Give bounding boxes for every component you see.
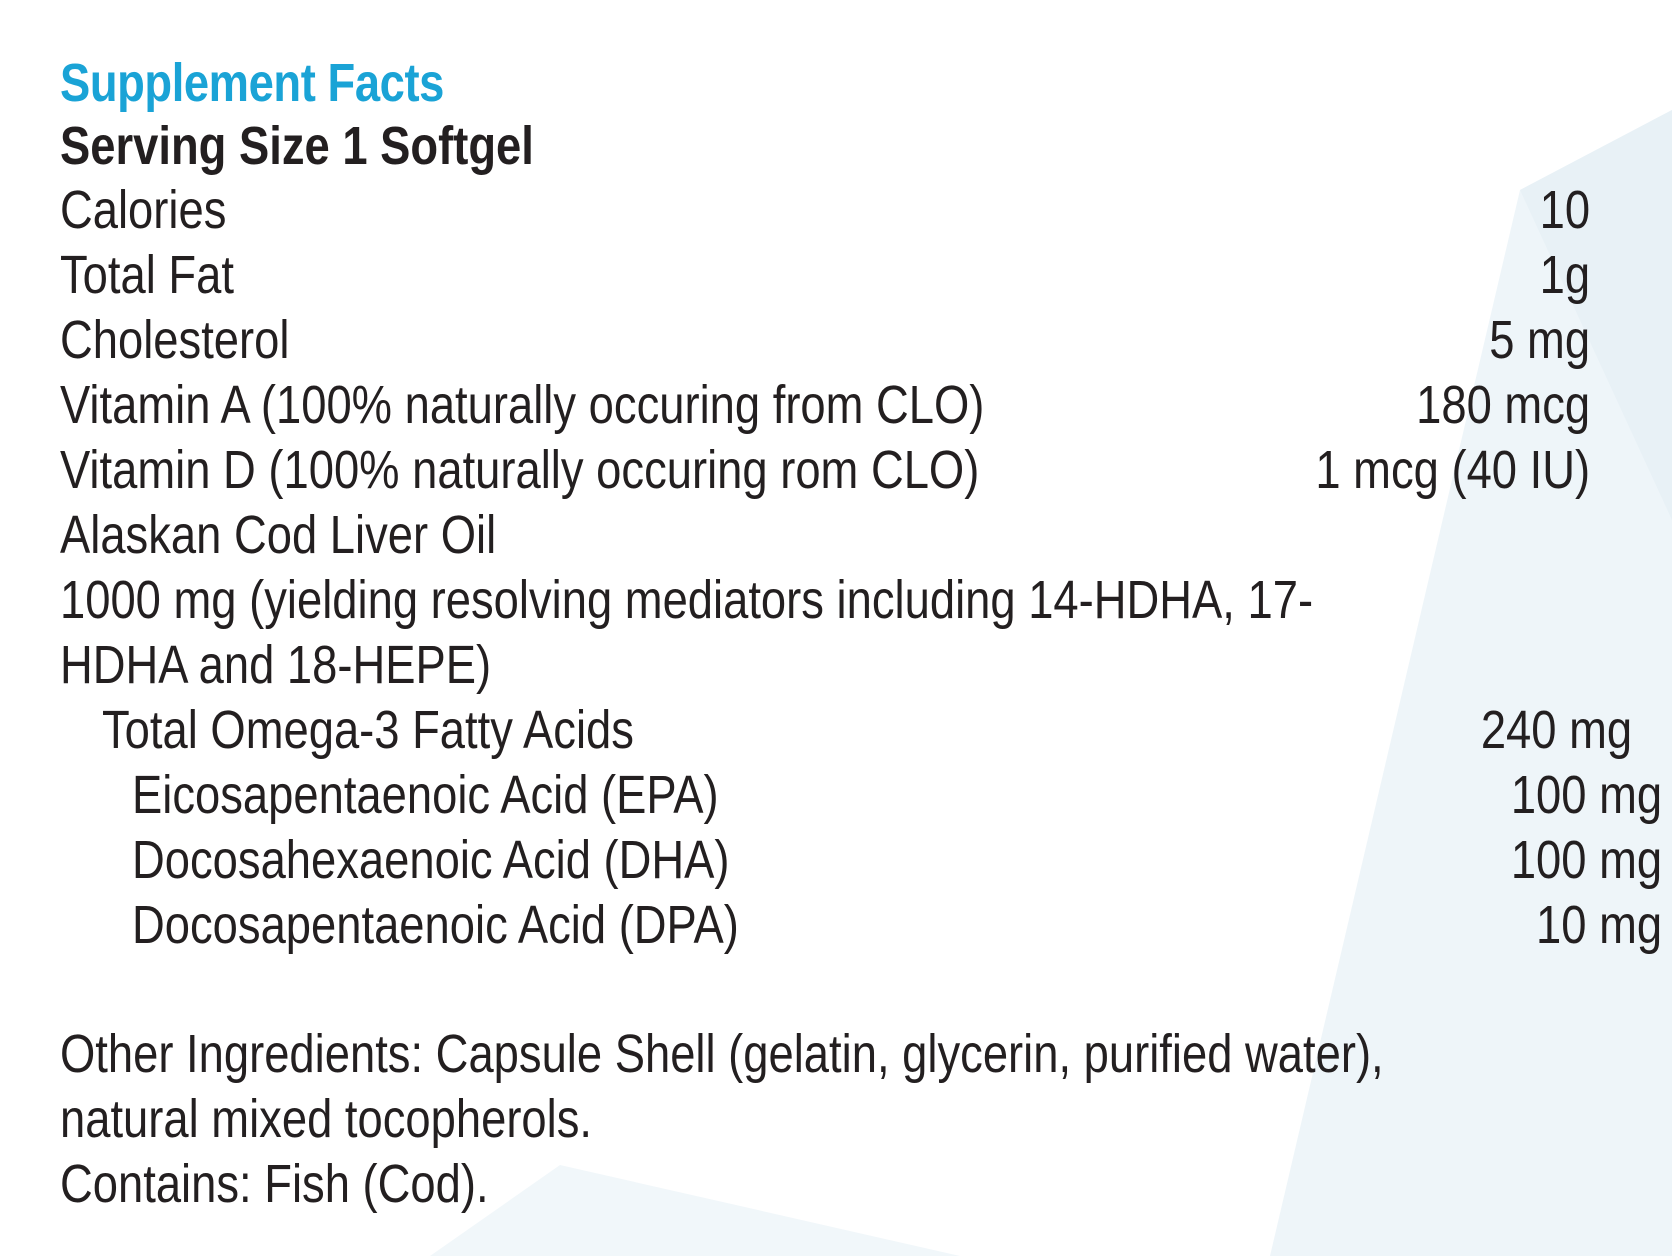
serving-size: Serving Size 1 Softgel bbox=[60, 116, 534, 176]
nutrient-amount: 1 mcg (40 IU) bbox=[1315, 440, 1590, 500]
nutrient-label: Docosapentaenoic Acid (DPA) bbox=[132, 895, 739, 955]
nutrient-amount: 180 mcg bbox=[1416, 375, 1590, 435]
nutrient-label: Vitamin D (100% naturally occuring rom CLO) bbox=[60, 440, 980, 500]
nutrient-label: Vitamin A (100% naturally occuring from CLO) bbox=[60, 375, 985, 435]
oil-description-row-1 bbox=[60, 568, 1590, 633]
nutrient-row-dpa bbox=[60, 893, 1662, 958]
nutrient-row-dha bbox=[60, 828, 1662, 893]
supplement-facts-panel bbox=[60, 52, 1662, 1217]
nutrient-amount: 240 mg bbox=[1480, 700, 1632, 760]
nutrient-row-calories bbox=[60, 178, 1590, 243]
nutrient-amount: 10 mg bbox=[1535, 895, 1662, 955]
oil-description-row-2 bbox=[60, 633, 1590, 698]
nutrient-amount: 100 mg bbox=[1510, 830, 1662, 890]
nutrient-row-total-omega-3 bbox=[60, 698, 1632, 763]
nutrient-amount: 10 bbox=[1539, 180, 1590, 240]
other-ingredients-line-1: Other Ingredients: Capsule Shell (gelatin, glycerin, purified water), bbox=[60, 1024, 1384, 1084]
nutrient-label: Docosahexaenoic Acid (DHA) bbox=[132, 830, 730, 890]
supplement-facts-title: Supplement Facts bbox=[60, 53, 444, 113]
nutrient-amount: 5 mg bbox=[1489, 310, 1590, 370]
nutrient-amount: 100 mg bbox=[1510, 765, 1662, 825]
nutrient-label: Eicosapentaenoic Acid (EPA) bbox=[132, 765, 719, 825]
nutrient-amount: 1g bbox=[1539, 245, 1590, 305]
nutrient-label: Total Fat bbox=[60, 245, 234, 305]
nutrient-label: Total Omega-3 Fatty Acids bbox=[102, 700, 634, 760]
nutrient-row-total-fat bbox=[60, 243, 1590, 308]
nutrient-row-epa bbox=[60, 763, 1662, 828]
allergen-statement: Contains: Fish (Cod). bbox=[60, 1154, 489, 1214]
oil-name-row bbox=[60, 503, 1590, 568]
oil-description: HDHA and 18-HEPE) bbox=[60, 635, 492, 695]
oil-description: 1000 mg (yielding resolving mediators including 14-HDHA, 17- bbox=[60, 570, 1314, 630]
nutrient-row-vitamin-a bbox=[60, 373, 1590, 438]
nutrient-row-cholesterol bbox=[60, 308, 1590, 373]
nutrient-row-vitamin-d bbox=[60, 438, 1590, 503]
section-spacer bbox=[60, 958, 1590, 1022]
other-ingredients-line-2: natural mixed tocopherols. bbox=[60, 1089, 593, 1149]
nutrient-label: Calories bbox=[60, 180, 227, 240]
oil-name: Alaskan Cod Liver Oil bbox=[60, 505, 497, 565]
nutrient-label: Cholesterol bbox=[60, 310, 290, 370]
